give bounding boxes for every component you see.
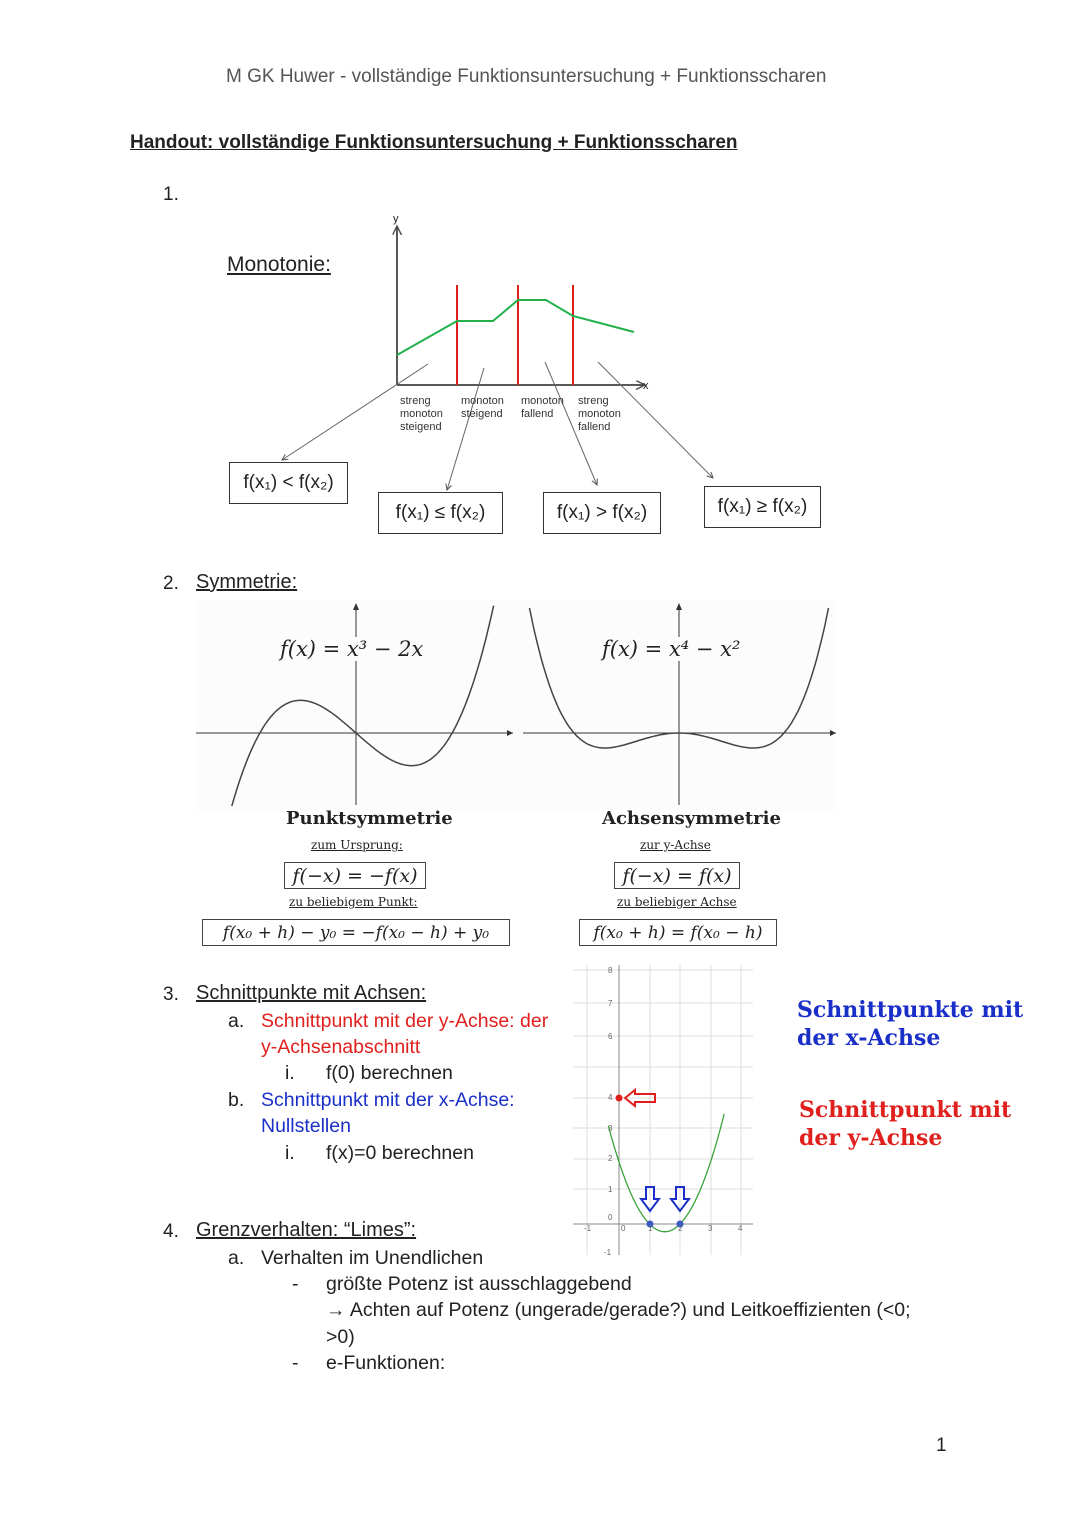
label-x-intercepts-line1: Schnittpunkte mit	[797, 997, 1024, 1023]
tick-x-1: 1	[648, 1224, 653, 1233]
point-symmetry-sub2: zu beliebigem Punkt:	[289, 895, 418, 909]
page-number: 1	[936, 1435, 947, 1456]
point-symmetry-eq1: f(−x) = −f(x)	[284, 862, 426, 889]
box-strictly-increasing: f(x₁) < f(x₂)	[229, 462, 348, 504]
point-symmetry-title: Punktsymmetrie	[286, 808, 453, 829]
s3-a-i-marker: i.	[285, 1062, 295, 1084]
label-monoton-steigend: monoton steigend	[461, 395, 504, 420]
s4-b2: e-Funktionen:	[326, 1352, 446, 1374]
s3-a-i: f(0) berechnen	[326, 1062, 453, 1084]
section-3-heading: Schnittpunkte mit Achsen:	[196, 982, 427, 1004]
tick-y-4: 4	[608, 1093, 613, 1102]
point-symmetry-sub1: zum Ursprung:	[311, 838, 403, 852]
axis-symmetry-title: Achsensymmetrie	[602, 808, 781, 829]
label-y-intercept-line1: Schnittpunkt mit	[799, 1097, 1012, 1123]
s3-b-text1: Schnittpunkt mit der x-Achse:	[261, 1089, 515, 1111]
quartic-formula: f(x) = x⁴ − x²	[602, 637, 741, 661]
tick-y-8: 8	[608, 966, 613, 975]
parabola-curve	[608, 1114, 724, 1232]
tick-y-6: 6	[608, 1032, 613, 1041]
tick-x-minus1: -1	[584, 1224, 592, 1233]
s3-b-i: f(x)=0 berechnen	[326, 1142, 474, 1164]
parabola-graph	[573, 965, 753, 1255]
s3-a-text1: Schnittpunkt mit der y-Achse: der	[261, 1010, 549, 1032]
section-1-number: 1.	[163, 184, 179, 205]
s4-b2-marker: -	[292, 1352, 299, 1374]
axis-symmetry-sub2: zu beliebiger Achse	[617, 895, 737, 909]
s3-a-text2: y-Achsenabschnitt	[261, 1036, 421, 1058]
s4-a-marker: a.	[228, 1247, 245, 1269]
s4-a-text: Verhalten im Unendlichen	[261, 1247, 484, 1269]
tick-x-2: 2	[678, 1224, 683, 1233]
tick-x-4: 4	[738, 1224, 743, 1233]
tick-y-7: 7	[608, 999, 613, 1008]
point-symmetry-eq2: f(x₀ + h) − y₀ = −f(x₀ − h) + y₀	[202, 919, 510, 946]
tick-y-3: 3	[608, 1124, 613, 1133]
tick-x-3: 3	[708, 1224, 713, 1233]
symmetry-graphs	[196, 600, 836, 810]
s3-a-marker: a.	[228, 1010, 245, 1032]
section-3-number: 3.	[163, 984, 179, 1005]
s4-b1: größte Potenz ist ausschlaggebend	[326, 1273, 632, 1295]
section-1-heading: Monotonie:	[227, 253, 331, 276]
axis-x-label: x	[643, 380, 649, 392]
label-y-intercept-line2: der y-Achse	[799, 1125, 943, 1151]
function-curve	[397, 300, 634, 355]
label-x-intercepts-line2: der x-Achse	[797, 1025, 941, 1051]
section-2-heading: Symmetrie:	[196, 571, 298, 593]
cubic-formula: f(x) = x³ − 2x	[280, 637, 424, 661]
tick-y-0: 0	[608, 1213, 613, 1222]
label-streng-steigend: streng monoton steigend	[400, 395, 443, 433]
page-header: M GK Huwer - vollständige Funktionsuntersuchung + Funktionsscharen	[226, 66, 827, 87]
document-title: Handout: vollständige Funktionsuntersuchung + Funktionsscharen	[130, 132, 738, 153]
axis-y-label: y	[393, 213, 399, 225]
s3-b-text2: Nullstellen	[261, 1115, 351, 1137]
axis-symmetry-sub1: zur y-Achse	[640, 838, 711, 852]
box-increasing: f(x₁) ≤ f(x₂)	[378, 492, 503, 534]
section-4-number: 4.	[163, 1221, 179, 1242]
label-streng-fallend: streng monoton fallend	[578, 395, 621, 433]
monotonie-diagram	[0, 0, 1080, 560]
axis-symmetry-eq1: f(−x) = f(x)	[614, 862, 740, 889]
s3-b-marker: b.	[228, 1089, 245, 1111]
axis-symmetry-eq2: f(x₀ + h) = f(x₀ − h)	[579, 919, 777, 946]
box-decreasing: f(x₁) ≥ f(x₂)	[704, 486, 821, 528]
tick-y-2: 2	[608, 1154, 613, 1163]
s4-b1-cont2: >0)	[326, 1326, 355, 1348]
s4-b1-marker: -	[292, 1273, 299, 1295]
section-4-heading: Grenzverhalten: “Limes”:	[196, 1219, 417, 1241]
label-monoton-fallend: monoton fallend	[521, 395, 564, 420]
box-strictly-decreasing: f(x₁) > f(x₂)	[543, 492, 661, 534]
tick-y-1: 1	[608, 1185, 613, 1194]
s3-b-i-marker: i.	[285, 1142, 295, 1164]
section-2-number: 2.	[163, 573, 179, 594]
tick-y-minus1: -1	[604, 1248, 612, 1257]
s4-b1-cont: → Achten auf Potenz (ungerade/gerade?) und Leitkoeffizienten (<0;	[326, 1299, 911, 1321]
tick-x-0: 0	[621, 1224, 626, 1233]
